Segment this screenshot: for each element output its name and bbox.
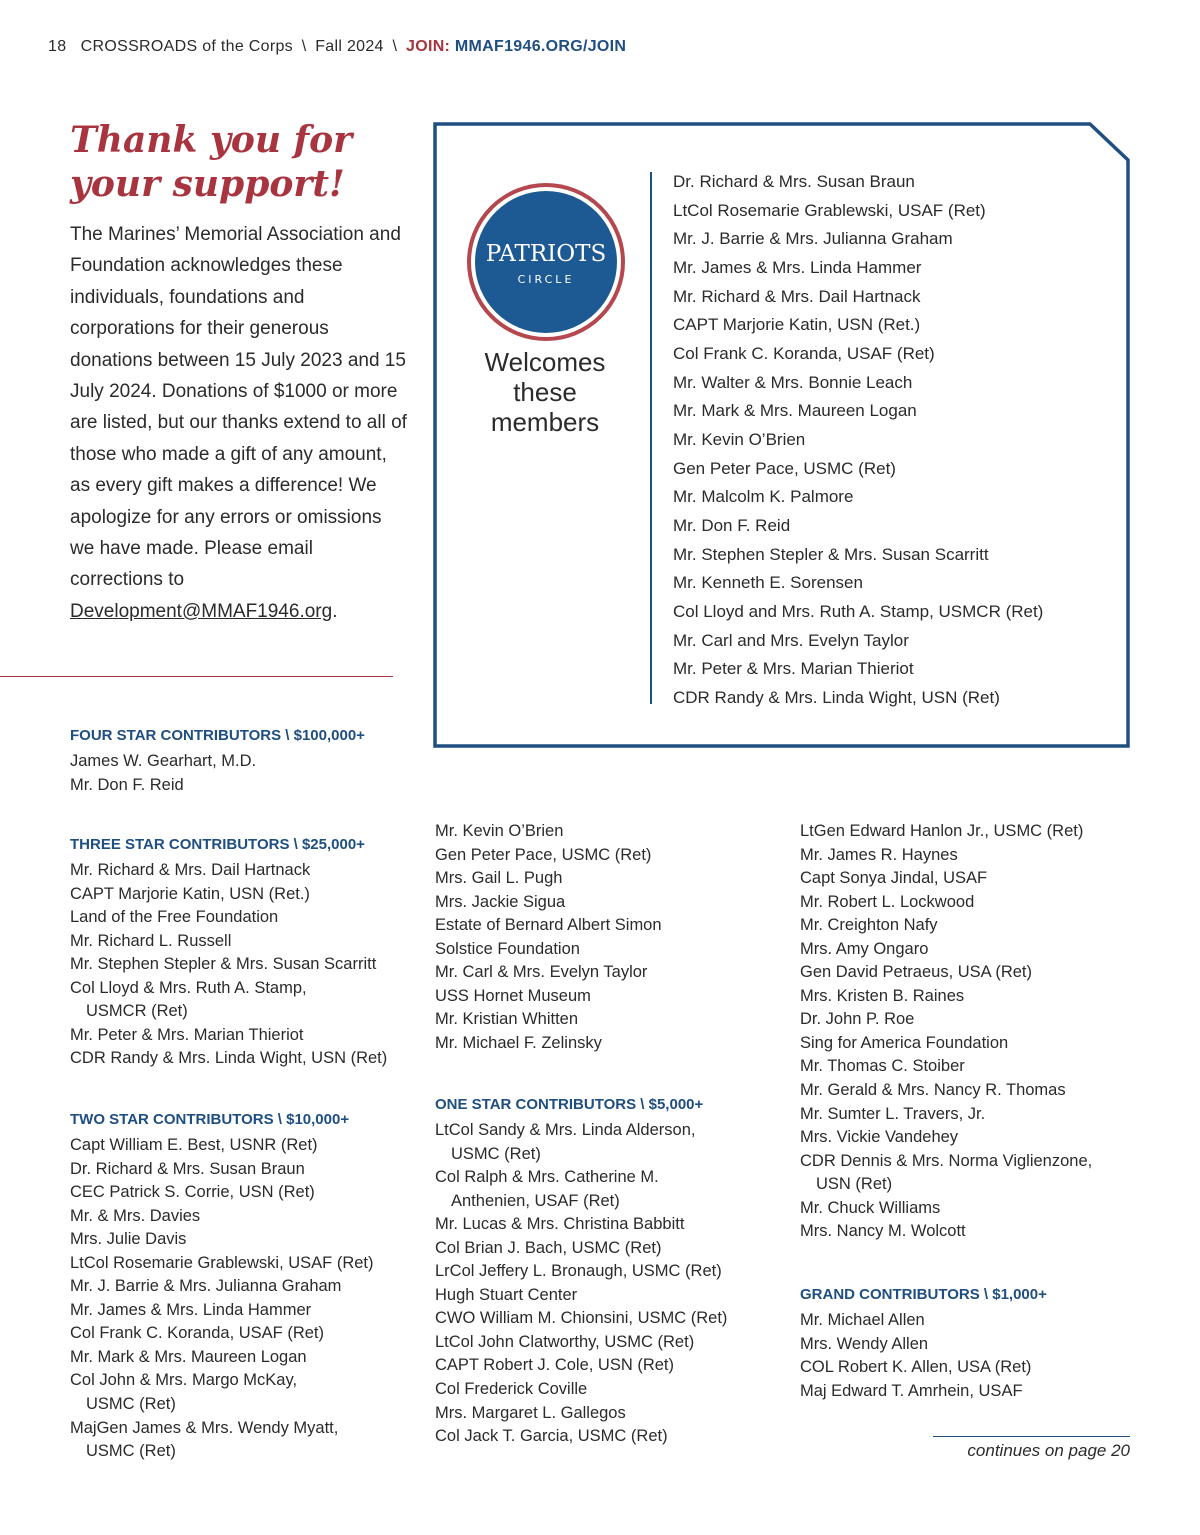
donor-item: COL Robert K. Allen, USA (Ret) <box>800 1358 1032 1377</box>
one-star-continued-list <box>800 820 1092 1244</box>
donor-item: Col Frank C. Koranda, USAF (Ret) <box>70 1324 324 1343</box>
donor-item: Mr. Peter & Mrs. Marian Thieriot <box>70 1025 304 1044</box>
donor-item: Gen Peter Pace, USMC (Ret) <box>435 845 652 864</box>
logo-title: PATRIOTS <box>485 241 607 267</box>
donor-item: Mr. Richard & Mrs. Dail Hartnack <box>70 861 311 879</box>
donor-item: LtGen Edward Hanlon Jr., USMC (Ret) <box>800 822 1084 840</box>
donor-item <box>70 1417 374 1464</box>
member-item: Mr. Walter & Mrs. Bonnie Leach <box>673 372 913 392</box>
two-star-list <box>70 1134 374 1464</box>
donor-line: Col John & Mrs. Margo McKay, <box>70 1371 298 1390</box>
donor-item: Mr. Thomas C. Stoiber <box>800 1057 965 1076</box>
donor-item <box>70 977 387 1024</box>
donor-item: Mr. Sumter L. Travers, Jr. <box>800 1104 986 1123</box>
header-separator-2: \ <box>392 38 398 55</box>
donor-line-continued: USMCR (Ret) <box>86 1002 188 1021</box>
donor-item: Sing for America Foundation <box>800 1033 1009 1052</box>
member-item: Mr. Richard & Mrs. Dail Hartnack <box>673 286 921 306</box>
grand-heading: GRAND CONTRIBUTORS \ $1,000+ <box>800 1286 1047 1303</box>
one-star-heading: ONE STAR CONTRIBUTORS \ $5,000+ <box>435 1096 704 1113</box>
donor-item <box>70 1369 374 1416</box>
donor-item: CAPT Marjorie Katin, USN (Ret.) <box>70 884 310 903</box>
intro-text: The Marines’ Memorial Association and Foundation acknowledges these individuals, foundations and corporations for their generous donations between 15 July 2023 and 15 July 2024. Donations of $1000 or more are listed, but our thanks extend to all of those who made a gift of any amount, as every gift makes a difference! We apologize for any errors or omissions we have made. Please email corrections to <box>70 224 407 591</box>
intro-period: . <box>332 600 338 622</box>
header-separator: \ <box>301 38 307 55</box>
donor-item: Land of the Free Foundation <box>70 908 279 927</box>
patriots-circle-logo <box>467 183 625 341</box>
grand-list <box>800 1309 1047 1403</box>
donor-line: LtCol Sandy & Mrs. Linda Alderson, <box>435 1121 696 1139</box>
three-star-heading: THREE STAR CONTRIBUTORS \ $25,000+ <box>70 836 365 853</box>
donor-item: Col Brian J. Bach, USMC (Ret) <box>435 1238 662 1257</box>
member-item: Col Frank C. Koranda, USAF (Ret) <box>673 343 935 363</box>
donor-item: Dr. John P. Roe <box>800 1010 915 1029</box>
page-number: 18 <box>48 38 67 55</box>
thank-you-line-1: Thank you for <box>70 119 353 161</box>
donor-item: Mr. Chuck Williams <box>800 1198 941 1217</box>
welcomes-caption <box>470 347 620 437</box>
left-divider <box>0 676 393 677</box>
donor-item: Mr. Richard L. Russell <box>70 931 232 950</box>
member-item: CDR Randy & Mrs. Linda Wight, USN (Ret) <box>673 687 1000 707</box>
four-star-list <box>70 750 365 797</box>
donor-item: Mrs. Kristen B. Raines <box>800 986 965 1005</box>
thank-you-heading <box>70 118 352 206</box>
publication-title: CROSSROADS of the Corps <box>80 38 293 55</box>
donor-item: LtCol John Clatworthy, USMC (Ret) <box>435 1332 695 1351</box>
one-star-list <box>435 1119 727 1449</box>
donor-item: Mr. Creighton Nafy <box>800 916 938 935</box>
donor-item: Mrs. Nancy M. Wolcott <box>800 1222 966 1241</box>
donor-line-continued: USMC (Ret) <box>451 1144 541 1163</box>
donor-item: LrCol Jeffery L. Bronaugh, USMC (Ret) <box>435 1262 722 1281</box>
donor-item: USS Hornet Museum <box>435 986 591 1005</box>
four-star-heading: FOUR STAR CONTRIBUTORS \ $100,000+ <box>70 727 365 744</box>
member-item: Mr. Malcolm K. Palmore <box>673 487 854 507</box>
donor-item: CEC Patrick S. Corrie, USN (Ret) <box>70 1183 315 1202</box>
welcomes-line-2: these <box>513 377 577 407</box>
donor-line: Col Ralph & Mrs. Catherine M. <box>435 1168 659 1187</box>
continues-divider <box>933 1436 1130 1437</box>
donor-line: Col Lloyd & Mrs. Ruth A. Stamp, <box>70 978 307 997</box>
donor-item: Mr. Mark & Mrs. Maureen Logan <box>70 1347 307 1366</box>
members-divider <box>650 172 652 704</box>
donor-item: Mrs. Amy Ongaro <box>800 939 929 958</box>
donor-item: CAPT Robert J. Cole, USN (Ret) <box>435 1356 675 1375</box>
donor-item: Gen David Petraeus, USA (Ret) <box>800 963 1033 982</box>
page-header <box>48 38 626 56</box>
donor-item: Dr. Richard & Mrs. Susan Braun <box>70 1159 305 1178</box>
donor-item: Mrs. Julie Davis <box>70 1230 187 1249</box>
donor-item: James W. Gearhart, M.D. <box>70 752 257 770</box>
donor-item: Mrs. Gail L. Pugh <box>435 869 563 888</box>
donor-item: Mr. James & Mrs. Linda Hammer <box>70 1300 312 1319</box>
welcomes-line-1: Welcomes <box>484 347 606 377</box>
member-item: CAPT Marjorie Katin, USN (Ret.) <box>673 315 921 335</box>
donor-item: Mr. & Mrs. Davies <box>70 1206 201 1225</box>
member-item: Dr. Richard & Mrs. Susan Braun <box>673 172 915 191</box>
donor-item: CDR Randy & Mrs. Linda Wight, USN (Ret) <box>70 1049 388 1068</box>
member-item: LtCol Rosemarie Grablewski, USAF (Ret) <box>673 200 986 220</box>
logo-subtitle: CIRCLE <box>517 273 575 286</box>
donor-item: Mr. J. Barrie & Mrs. Julianna Graham <box>70 1277 342 1296</box>
donor-item: Hugh Stuart Center <box>435 1285 578 1304</box>
donor-line: MajGen James & Mrs. Wendy Myatt, <box>70 1418 339 1437</box>
member-item: Mr. Don F. Reid <box>673 515 791 535</box>
donor-item: Mrs. Jackie Sigua <box>435 892 566 911</box>
donor-item: Capt William E. Best, USNR (Ret) <box>70 1136 318 1154</box>
member-item: Gen Peter Pace, USMC (Ret) <box>673 458 896 478</box>
donor-item: Mr. Stephen Stepler & Mrs. Susan Scarritt <box>70 955 377 974</box>
donor-item: Mr. Gerald & Mrs. Nancy R. Thomas <box>800 1081 1066 1100</box>
two-star-heading: TWO STAR CONTRIBUTORS \ $10,000+ <box>70 1111 350 1128</box>
donor-item: Capt Sonya Jindal, USAF <box>800 869 988 888</box>
donor-item: Mrs. Vickie Vandehey <box>800 1128 959 1147</box>
four-star-section <box>70 725 365 797</box>
donor-item <box>800 1150 1092 1197</box>
member-item: Mr. Stephen Stepler & Mrs. Susan Scarritt <box>673 544 989 564</box>
join-link[interactable]: MMAF1946.ORG/JOIN <box>454 38 627 55</box>
member-item: Col Lloyd and Mrs. Ruth A. Stamp, USMCR (Ret) <box>673 601 1044 621</box>
donor-item: Mr. Robert L. Lockwood <box>800 892 975 911</box>
member-item: Mr. Kenneth E. Sorensen <box>673 573 863 593</box>
two-star-continued-list <box>435 820 662 1055</box>
member-item: Mr. James & Mrs. Linda Hammer <box>673 257 922 277</box>
issue-label: Fall 2024 <box>315 38 384 55</box>
donor-item: Mr. Carl & Mrs. Evelyn Taylor <box>435 963 648 982</box>
donor-line-continued: USMC (Ret) <box>86 1395 176 1414</box>
donor-item: Mr. James R. Haynes <box>800 845 958 864</box>
donor-item: Mrs. Wendy Allen <box>800 1334 929 1353</box>
donor-item: Mrs. Margaret L. Gallegos <box>435 1403 626 1422</box>
welcomes-line-3: members <box>490 407 600 437</box>
two-star-continued-section <box>435 817 662 1055</box>
donor-item: LtCol Rosemarie Grablewski, USAF (Ret) <box>70 1253 374 1272</box>
thank-you-line-2: your support! <box>70 163 345 205</box>
two-star-section <box>70 1109 374 1464</box>
donor-item <box>435 1119 727 1166</box>
donor-item: CWO William M. Chionsini, USMC (Ret) <box>435 1309 728 1328</box>
three-star-list <box>70 859 387 1071</box>
donor-item: Col Jack T. Garcia, USMC (Ret) <box>435 1427 668 1446</box>
donor-item: Mr. Michael Allen <box>800 1311 925 1329</box>
three-star-section <box>70 834 387 1071</box>
donor-item: Mr. Lucas & Mrs. Christina Babbitt <box>435 1215 685 1234</box>
donor-line-continued: Anthenien, USAF (Ret) <box>451 1191 620 1210</box>
patriots-members-list <box>673 168 1043 712</box>
donor-item <box>435 1166 727 1213</box>
join-label: JOIN: <box>406 38 451 55</box>
donor-item: Col Frederick Coville <box>435 1380 588 1399</box>
donor-line-continued: USN (Ret) <box>816 1175 893 1194</box>
one-star-section <box>435 1094 727 1449</box>
corrections-email-link[interactable]: Development@MMAF1946.org <box>70 600 333 622</box>
member-item: Mr. Carl and Mrs. Evelyn Taylor <box>673 630 909 650</box>
donor-item: Maj Edward T. Amrhein, USAF <box>800 1381 1023 1400</box>
member-item: Mr. Mark & Mrs. Maureen Logan <box>673 401 917 421</box>
one-star-continued-section <box>800 817 1092 1244</box>
donor-item: Mr. Kevin O’Brien <box>435 822 564 840</box>
member-item: Mr. Kevin O’Brien <box>673 429 806 449</box>
donor-item: Mr. Michael F. Zelinsky <box>435 1033 602 1052</box>
continues-note: continues on page 20 <box>967 1441 1130 1460</box>
donor-item: Estate of Bernard Albert Simon <box>435 916 662 935</box>
grand-section <box>800 1284 1047 1403</box>
member-item: Mr. Peter & Mrs. Marian Thieriot <box>673 659 914 679</box>
donor-line-continued: USMC (Ret) <box>86 1442 176 1461</box>
intro-paragraph <box>70 219 410 627</box>
donor-item: Mr. Kristian Whitten <box>435 1010 579 1029</box>
donor-line: CDR Dennis & Mrs. Norma Viglienzone, <box>800 1151 1093 1170</box>
member-item: Mr. J. Barrie & Mrs. Julianna Graham <box>673 229 953 249</box>
donor-item: Solstice Foundation <box>435 939 580 958</box>
donor-item: Mr. Don F. Reid <box>70 775 184 794</box>
